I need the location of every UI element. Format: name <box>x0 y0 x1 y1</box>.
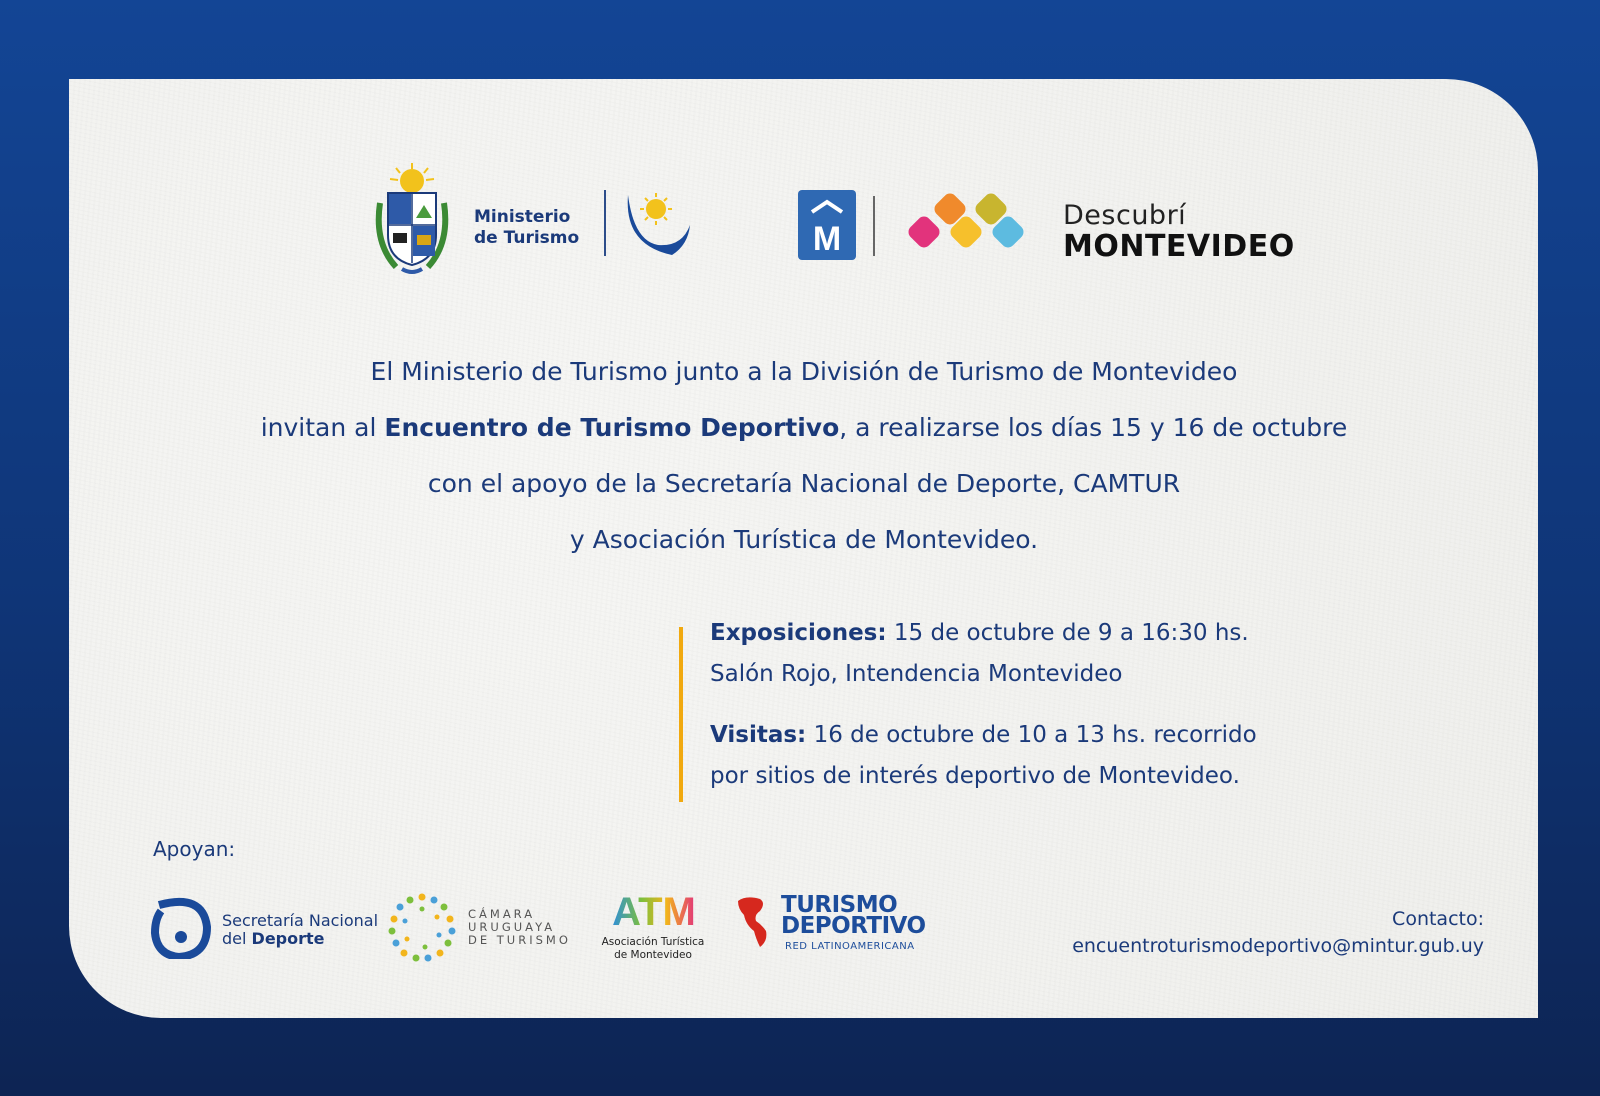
secretaria-line2-bold: Deporte <box>251 929 325 948</box>
visitas-text2: por sitios de interés deportivo de Montevideo. <box>710 763 1240 789</box>
contact-label: Contacto: <box>1392 908 1484 930</box>
visitas-label: Visitas: <box>710 722 807 748</box>
secretaria-deporte-icon <box>151 897 211 959</box>
atm-sub2: de Montevideo <box>614 949 692 961</box>
apoyan-label: Apoyan: <box>153 837 236 861</box>
invitation-line2-pre: invitan al <box>260 413 385 442</box>
turismo-deportivo-title <box>781 892 926 939</box>
schedule-accent-rule <box>679 627 683 802</box>
visitas-text: 16 de octubre de 10 a 13 hs. recorrido <box>806 722 1257 748</box>
td-subtitle: RED LATINOAMERICANA <box>785 941 915 952</box>
td-line1: TURISMO <box>781 892 898 918</box>
expo-place: Salón Rojo, Intendencia Montevideo <box>710 661 1123 687</box>
atm-logo <box>599 891 709 931</box>
camara-dots-icon <box>387 893 457 963</box>
td-line2: DEPORTIVO <box>781 913 926 939</box>
sun-crescent-icon <box>622 185 692 261</box>
contact-block <box>1072 906 1484 960</box>
invitation-card <box>69 79 1538 1018</box>
header-divider-left <box>604 190 606 256</box>
camara-line2: URUGUAYA <box>468 920 556 934</box>
schedule-block <box>710 613 1257 797</box>
im-letter: M <box>812 220 842 258</box>
event-name: Encuentro de Turismo Deportivo <box>384 413 840 442</box>
invitation-line4: y Asociación Turística de Montevideo. <box>569 525 1039 554</box>
camara-line3: DE TURISMO <box>468 933 571 947</box>
expo-text: 15 de octubre de 9 a 16:30 hs. <box>886 620 1249 646</box>
atm-subtitle <box>593 936 713 962</box>
expo-line <box>710 613 1257 654</box>
invitation-line1: El Ministerio de Turismo junto a la División de Turismo de Montevideo <box>370 357 1238 386</box>
uruguay-coat-of-arms-icon <box>366 163 458 283</box>
secretaria-text <box>222 912 378 948</box>
secretaria-line2-pre: del <box>222 929 252 948</box>
secretaria-line2 <box>222 930 378 948</box>
expo-label: Exposiciones: <box>710 620 887 646</box>
camara-line1: CÁMARA <box>468 907 536 921</box>
visitas-line <box>710 715 1257 756</box>
invitation-text <box>189 344 1419 568</box>
intendencia-montevideo-icon <box>798 190 856 260</box>
secretaria-line1: Secretaría Nacional <box>222 911 379 930</box>
ministerio-label <box>474 207 579 249</box>
camara-text <box>468 908 571 947</box>
invitation-line2-post: , a realizarse los días 15 y 16 de octubre <box>839 413 1348 442</box>
invitation-line3: con el apoyo de la Secretaría Nacional de Deporte, CAMTUR <box>427 469 1181 498</box>
americas-map-icon <box>736 895 778 949</box>
descubri-text: Descubrí <box>1063 200 1187 231</box>
ministerio-line1: Ministerio <box>474 207 571 227</box>
atm-sub1: Asociación Turística <box>601 936 705 948</box>
montevideo-text: MONTEVIDEO <box>1063 229 1295 264</box>
atm-letters: ATM <box>612 891 696 931</box>
ministerio-line2: de Turismo <box>474 228 580 248</box>
header-divider-right <box>873 196 875 256</box>
contact-email-link[interactable]: encuentroturismodeportivo@mintur.gub.uy <box>1072 935 1484 957</box>
colored-diamonds-icon <box>901 192 1037 262</box>
invitation-line2 <box>189 400 1419 456</box>
